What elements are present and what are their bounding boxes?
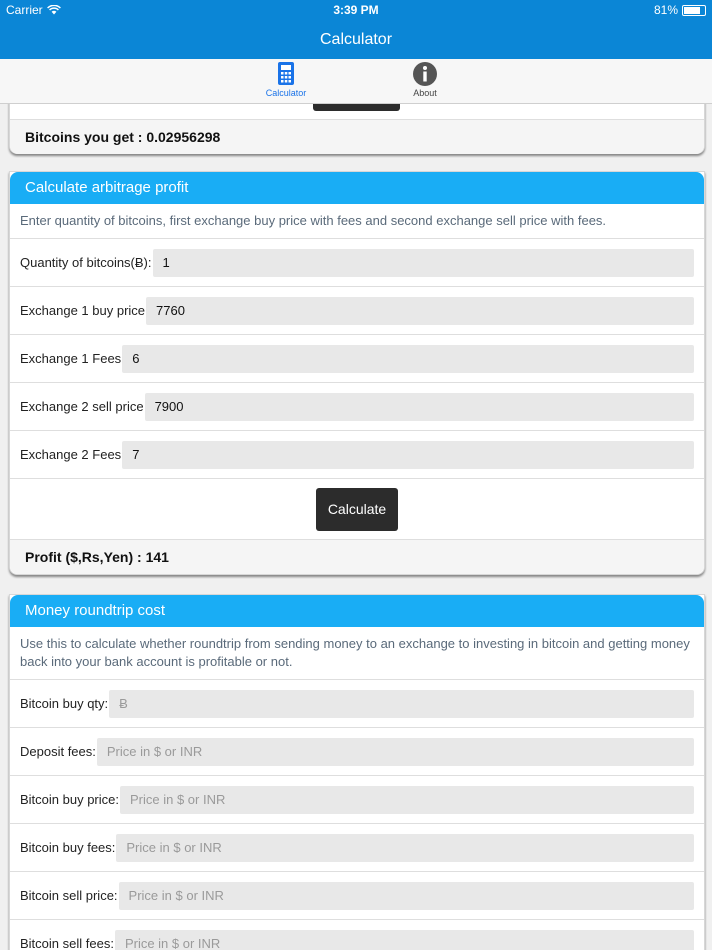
status-time: 3:39 PM xyxy=(333,3,379,17)
sell-fees-label: Bitcoin sell fees: xyxy=(20,936,114,950)
status-bar xyxy=(0,0,712,20)
exchange1-fees-input[interactable] xyxy=(122,345,694,373)
deposit-fees-row xyxy=(10,728,704,776)
arbitrage-description: Enter quantity of bitcoins, first exchange buy price with fees and second exchange sell price with fees. xyxy=(10,204,704,239)
arbitrage-title: Calculate arbitrage profit xyxy=(10,172,704,204)
buy-fees-row xyxy=(10,824,704,872)
exchange2-sell-row xyxy=(10,383,704,431)
scroll-content[interactable] xyxy=(0,104,712,950)
arbitrage-card xyxy=(9,171,705,575)
sell-fees-row xyxy=(10,920,704,950)
nav-bar xyxy=(0,20,712,59)
exchange2-fees-input[interactable] xyxy=(122,441,694,469)
sell-fees-input[interactable] xyxy=(115,930,694,950)
exchange1-fees-row xyxy=(10,335,704,383)
sell-price-row xyxy=(10,872,704,920)
exchange1-buy-input[interactable] xyxy=(146,297,694,325)
carrier-label: Carrier xyxy=(6,3,43,17)
roundtrip-description: Use this to calculate whether roundtrip from sending money to an exchange to investing in bitcoin and getting money back into your bank account is profitable or not. xyxy=(10,627,704,680)
deposit-fees-label: Deposit fees: xyxy=(20,744,96,759)
tab-about-label: About xyxy=(413,88,437,98)
exchange2-sell-label: Exchange 2 sell price xyxy=(20,399,144,414)
quantity-input[interactable] xyxy=(153,249,695,277)
exchange1-fees-label: Exchange 1 Fees xyxy=(20,351,122,366)
buy-qty-row xyxy=(10,680,704,728)
battery-info xyxy=(654,3,706,17)
exchange2-fees-row xyxy=(10,431,704,479)
nav-title: Calculator xyxy=(319,31,393,48)
bitcoins-button-row xyxy=(10,104,704,120)
profit-result: Profit ($,Rs,Yen) : 141 xyxy=(10,540,704,574)
tab-calculator-label: Calculator xyxy=(265,88,307,98)
bitcoins-result: Bitcoins you get : 0.02956298 xyxy=(10,120,704,154)
roundtrip-title: Money roundtrip cost xyxy=(10,595,704,627)
buy-fees-input[interactable] xyxy=(116,834,694,862)
calculate-button[interactable]: Calculate xyxy=(316,488,398,531)
buy-price-input[interactable] xyxy=(120,786,694,814)
arbitrage-button-row xyxy=(10,479,704,540)
exchange2-fees-label: Exchange 2 Fees xyxy=(20,447,122,462)
exchange1-buy-row xyxy=(10,287,704,335)
sell-price-label: Bitcoin sell price: xyxy=(20,888,118,903)
buy-fees-label: Bitcoin buy fees: xyxy=(20,840,116,855)
buy-price-row xyxy=(10,776,704,824)
tab-bar xyxy=(0,59,712,104)
tab-calculator[interactable] xyxy=(251,61,321,98)
buy-qty-label: Bitcoin buy qty: xyxy=(20,696,109,711)
quantity-row xyxy=(10,239,704,287)
quantity-label: Quantity of bitcoins(Ƀ): xyxy=(20,255,152,270)
buy-qty-input[interactable] xyxy=(109,690,694,718)
deposit-fees-input[interactable] xyxy=(97,738,694,766)
buy-price-label: Bitcoin buy price: xyxy=(20,792,119,807)
exchange2-sell-input[interactable] xyxy=(145,393,694,421)
calculator-icon xyxy=(273,61,299,87)
bitcoins-card xyxy=(9,104,705,154)
sell-price-input[interactable] xyxy=(119,882,694,910)
exchange1-buy-label: Exchange 1 buy price xyxy=(20,303,146,318)
tab-about[interactable] xyxy=(390,61,460,98)
battery-icon xyxy=(682,5,706,16)
battery-percent: 81% xyxy=(653,3,678,17)
calculate-button-partial[interactable] xyxy=(313,104,400,111)
info-icon xyxy=(412,61,438,87)
roundtrip-card xyxy=(9,594,705,950)
